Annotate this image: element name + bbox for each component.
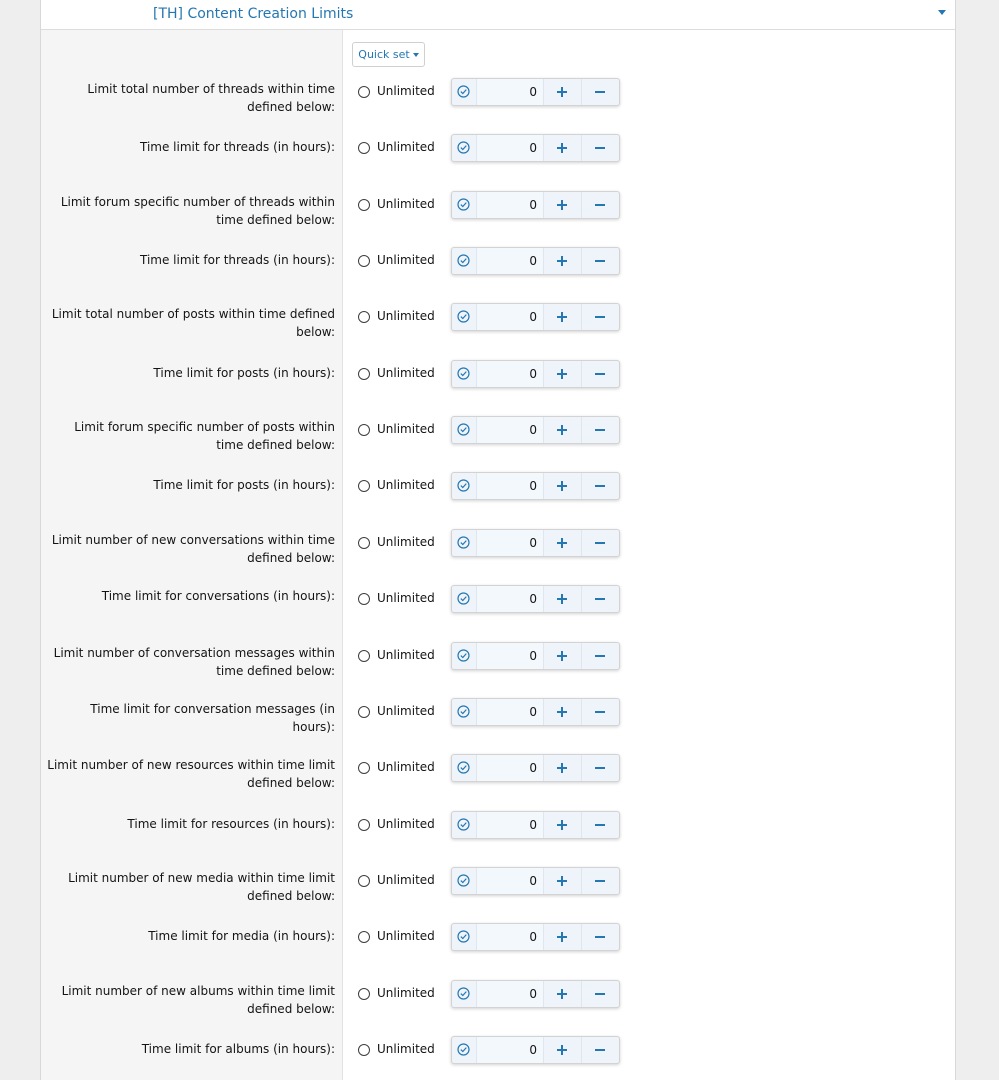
- limit-label: Time limit for conversations (in hours):: [101, 589, 335, 603]
- limit-value-input[interactable]: [477, 248, 543, 274]
- limit-label: Limit number of new media within time limit defined below:: [68, 871, 335, 903]
- radio-circle-icon[interactable]: [358, 1044, 370, 1056]
- radio-circle-icon[interactable]: [358, 142, 370, 154]
- radio-circle-icon[interactable]: [358, 650, 370, 662]
- unlimited-label: Unlimited: [377, 309, 435, 323]
- decrement-minus-icon[interactable]: [581, 643, 619, 669]
- check-circle-icon[interactable]: [452, 248, 477, 274]
- decrement-minus-icon[interactable]: [581, 868, 619, 894]
- unlimited-label: Unlimited: [377, 648, 435, 662]
- unlimited-label: Unlimited: [377, 535, 435, 549]
- check-circle-icon[interactable]: [452, 1037, 477, 1063]
- limit-value-input[interactable]: [477, 361, 543, 387]
- limit-value-input[interactable]: [477, 192, 543, 218]
- section-title[interactable]: [TH] Content Creation Limits: [153, 6, 354, 22]
- limit-value-input[interactable]: [477, 1037, 543, 1063]
- number-stepper[interactable]: [451, 1036, 620, 1064]
- radio-circle-icon[interactable]: [358, 931, 370, 943]
- limit-label: Time limit for conversation messages (in hours):: [90, 702, 335, 734]
- increment-plus-icon[interactable]: [543, 755, 581, 781]
- limit-row: [41, 867, 955, 903]
- section-header[interactable]: [41, 0, 955, 30]
- decrement-minus-icon[interactable]: [581, 304, 619, 330]
- check-circle-icon[interactable]: [452, 981, 477, 1007]
- decrement-minus-icon[interactable]: [581, 586, 619, 612]
- check-circle-icon[interactable]: [452, 699, 477, 725]
- unlimited-label: Unlimited: [377, 986, 435, 1000]
- limit-label: Limit total number of posts within time defined below:: [51, 307, 335, 339]
- radio-circle-icon[interactable]: [358, 311, 370, 323]
- limit-value-input[interactable]: [477, 135, 543, 161]
- limit-row: [41, 1036, 955, 1066]
- limit-row: [41, 585, 955, 615]
- check-circle-icon[interactable]: [452, 361, 477, 387]
- number-stepper[interactable]: [451, 585, 620, 613]
- decrement-minus-icon[interactable]: [581, 361, 619, 387]
- limit-label: Time limit for threads (in hours):: [139, 140, 335, 154]
- number-stepper[interactable]: [451, 360, 620, 388]
- check-circle-icon[interactable]: [452, 304, 477, 330]
- limit-label: Limit forum specific number of posts within time defined below:: [74, 420, 335, 452]
- number-stepper[interactable]: [451, 191, 620, 219]
- limit-row: [41, 360, 955, 390]
- check-circle-icon[interactable]: [452, 530, 477, 556]
- decrement-minus-icon[interactable]: [581, 79, 619, 105]
- increment-plus-icon[interactable]: [543, 192, 581, 218]
- number-stepper[interactable]: [451, 472, 620, 500]
- limit-label: Limit number of conversation messages within time defined below:: [53, 646, 335, 678]
- limit-value-input[interactable]: [477, 473, 543, 499]
- unlimited-label: Unlimited: [377, 760, 435, 774]
- increment-plus-icon[interactable]: [543, 304, 581, 330]
- unlimited-label: Unlimited: [377, 704, 435, 718]
- limit-label: Time limit for media (in hours):: [148, 929, 335, 943]
- unlimited-label: Unlimited: [377, 366, 435, 380]
- radio-circle-icon[interactable]: [358, 424, 370, 436]
- radio-circle-icon[interactable]: [358, 706, 370, 718]
- limit-value-input[interactable]: [477, 924, 543, 950]
- check-circle-icon[interactable]: [452, 192, 477, 218]
- limit-label: Limit number of new conversations within time defined below:: [51, 533, 335, 565]
- increment-plus-icon[interactable]: [543, 248, 581, 274]
- limit-row: [41, 247, 955, 277]
- limit-label: Limit number of new resources within time limit defined below:: [47, 758, 335, 790]
- limit-value-input[interactable]: [477, 699, 543, 725]
- limit-label: Time limit for posts (in hours):: [153, 478, 335, 492]
- decrement-minus-icon[interactable]: [581, 248, 619, 274]
- radio-circle-icon[interactable]: [358, 480, 370, 492]
- number-stepper[interactable]: [451, 811, 620, 839]
- number-stepper[interactable]: [451, 980, 620, 1008]
- unlimited-label: Unlimited: [377, 140, 435, 154]
- limit-row: [41, 529, 955, 565]
- limit-label: Limit forum specific number of threads within time defined below:: [60, 195, 335, 227]
- caret-down-icon: [413, 53, 419, 57]
- unlimited-label: Unlimited: [377, 929, 435, 943]
- quick-set-button[interactable]: [352, 42, 425, 67]
- limit-row: [41, 698, 955, 734]
- increment-plus-icon[interactable]: [543, 79, 581, 105]
- limit-row: [41, 134, 955, 164]
- number-stepper[interactable]: [451, 134, 620, 162]
- quick-set-label: Quick set: [358, 48, 410, 61]
- unlimited-label: Unlimited: [377, 1042, 435, 1056]
- limit-label: Time limit for posts (in hours):: [153, 366, 335, 380]
- increment-plus-icon[interactable]: [543, 1037, 581, 1063]
- radio-circle-icon[interactable]: [358, 86, 370, 98]
- limit-label: Time limit for resources (in hours):: [127, 817, 335, 831]
- number-stepper[interactable]: [451, 698, 620, 726]
- limit-value-input[interactable]: [477, 304, 543, 330]
- limit-row: [41, 642, 955, 678]
- number-stepper[interactable]: [451, 247, 620, 275]
- decrement-minus-icon[interactable]: [581, 530, 619, 556]
- number-stepper[interactable]: [451, 529, 620, 557]
- check-circle-icon[interactable]: [452, 417, 477, 443]
- limit-value-input[interactable]: [477, 79, 543, 105]
- limit-label: Limit total number of threads within time defined below:: [87, 82, 335, 114]
- decrement-minus-icon[interactable]: [581, 1037, 619, 1063]
- limit-label: Time limit for threads (in hours):: [139, 253, 335, 267]
- radio-circle-icon[interactable]: [358, 988, 370, 1000]
- limit-row: [41, 980, 955, 1016]
- check-circle-icon[interactable]: [452, 79, 477, 105]
- increment-plus-icon[interactable]: [543, 586, 581, 612]
- radio-circle-icon[interactable]: [358, 593, 370, 605]
- decrement-minus-icon[interactable]: [581, 192, 619, 218]
- radio-circle-icon[interactable]: [358, 199, 370, 211]
- limit-row: [41, 811, 955, 841]
- limit-row: [41, 78, 955, 114]
- unlimited-label: Unlimited: [377, 817, 435, 831]
- check-circle-icon[interactable]: [452, 586, 477, 612]
- increment-plus-icon[interactable]: [543, 981, 581, 1007]
- limit-value-input[interactable]: [477, 755, 543, 781]
- limit-row: [41, 923, 955, 953]
- radio-circle-icon[interactable]: [358, 819, 370, 831]
- radio-circle-icon[interactable]: [358, 368, 370, 380]
- check-circle-icon[interactable]: [452, 755, 477, 781]
- radio-circle-icon[interactable]: [358, 875, 370, 887]
- increment-plus-icon[interactable]: [543, 868, 581, 894]
- limit-value-input[interactable]: [477, 417, 543, 443]
- limit-value-input[interactable]: [477, 530, 543, 556]
- radio-circle-icon[interactable]: [358, 537, 370, 549]
- collapse-caret-icon[interactable]: [938, 10, 946, 15]
- number-stepper[interactable]: [451, 642, 620, 670]
- limit-value-input[interactable]: [477, 586, 543, 612]
- limit-label: Time limit for albums (in hours):: [141, 1042, 335, 1056]
- number-stepper[interactable]: [451, 303, 620, 331]
- radio-circle-icon[interactable]: [358, 255, 370, 267]
- radio-circle-icon[interactable]: [358, 762, 370, 774]
- check-circle-icon[interactable]: [452, 812, 477, 838]
- increment-plus-icon[interactable]: [543, 812, 581, 838]
- increment-plus-icon[interactable]: [543, 924, 581, 950]
- limit-value-input[interactable]: [477, 868, 543, 894]
- decrement-minus-icon[interactable]: [581, 924, 619, 950]
- decrement-minus-icon[interactable]: [581, 812, 619, 838]
- check-circle-icon[interactable]: [452, 868, 477, 894]
- increment-plus-icon[interactable]: [543, 417, 581, 443]
- limit-row: [41, 416, 955, 452]
- unlimited-label: Unlimited: [377, 591, 435, 605]
- number-stepper[interactable]: [451, 754, 620, 782]
- increment-plus-icon[interactable]: [543, 473, 581, 499]
- number-stepper[interactable]: [451, 416, 620, 444]
- unlimited-label: Unlimited: [377, 197, 435, 211]
- check-circle-icon[interactable]: [452, 924, 477, 950]
- number-stepper[interactable]: [451, 923, 620, 951]
- decrement-minus-icon[interactable]: [581, 755, 619, 781]
- unlimited-label: Unlimited: [377, 873, 435, 887]
- limit-value-input[interactable]: [477, 643, 543, 669]
- check-circle-icon[interactable]: [452, 135, 477, 161]
- limit-row: [41, 754, 955, 790]
- options-panel: [40, 0, 956, 1080]
- increment-plus-icon[interactable]: [543, 699, 581, 725]
- increment-plus-icon[interactable]: [543, 361, 581, 387]
- limit-value-input[interactable]: [477, 812, 543, 838]
- decrement-minus-icon[interactable]: [581, 981, 619, 1007]
- increment-plus-icon[interactable]: [543, 135, 581, 161]
- number-stepper[interactable]: [451, 867, 620, 895]
- limit-row: [41, 191, 955, 227]
- limit-row: [41, 472, 955, 502]
- increment-plus-icon[interactable]: [543, 643, 581, 669]
- increment-plus-icon[interactable]: [543, 530, 581, 556]
- decrement-minus-icon[interactable]: [581, 473, 619, 499]
- decrement-minus-icon[interactable]: [581, 135, 619, 161]
- unlimited-label: Unlimited: [377, 253, 435, 267]
- unlimited-label: Unlimited: [377, 84, 435, 98]
- unlimited-label: Unlimited: [377, 478, 435, 492]
- unlimited-label: Unlimited: [377, 422, 435, 436]
- decrement-minus-icon[interactable]: [581, 699, 619, 725]
- limit-value-input[interactable]: [477, 981, 543, 1007]
- number-stepper[interactable]: [451, 78, 620, 106]
- check-circle-icon[interactable]: [452, 473, 477, 499]
- check-circle-icon[interactable]: [452, 643, 477, 669]
- decrement-minus-icon[interactable]: [581, 417, 619, 443]
- limit-label: Limit number of new albums within time limit defined below:: [61, 984, 335, 1016]
- limit-row: [41, 303, 955, 339]
